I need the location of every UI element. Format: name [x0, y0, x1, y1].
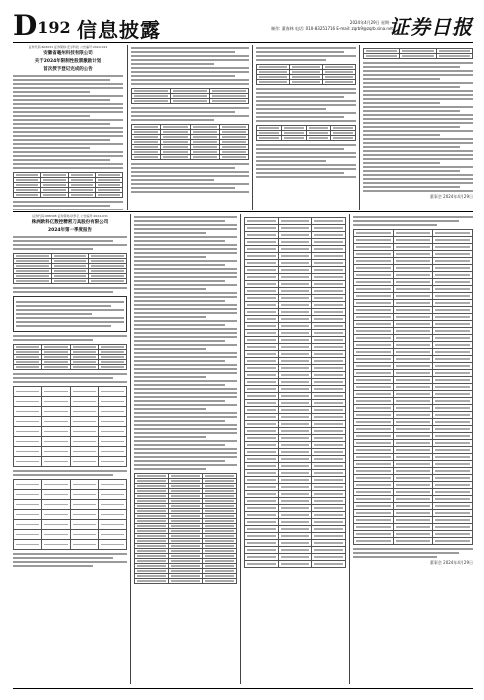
section-divider [13, 211, 473, 212]
announcement-2-financial-table-2 [353, 214, 473, 684]
masthead-logo: 证券日报 [389, 15, 473, 39]
column-divider [130, 214, 131, 684]
section-title: 信息披露 [77, 18, 161, 42]
column-divider [252, 45, 253, 210]
announcement-1-signature: 董事会 2024年4月29日 [429, 194, 473, 199]
announcement-1-table [13, 172, 123, 198]
announcement-2 [13, 214, 127, 684]
announcement-1-title: 关于2024年限制性股票激励计划 [34, 59, 102, 64]
announcement-2-company: 株洲欧科亿数控精密刀具股份有限公司 [31, 220, 109, 225]
announcement-1-company: 安徽省毫州科技有限公司 [43, 51, 93, 56]
page-id [13, 9, 71, 42]
announcement-2-code: 证券代码:688308 证券简称:欧科亿 公告编号:2024-031 [32, 214, 108, 218]
page-number: 192 [37, 18, 71, 37]
announcement-1-code: 证券代码:603031 证券简称:安孚科技 公告编号:2024-021 [28, 45, 108, 49]
announcement-1 [13, 45, 123, 210]
announcement-2-cont-a [134, 214, 237, 684]
announcement-2-title: 2024年第一季度报告 [47, 228, 93, 233]
page-header [13, 8, 473, 42]
announcement-1-cont-b [256, 45, 356, 210]
column-divider [359, 45, 360, 210]
column-divider [127, 45, 128, 210]
announcement-1-cont-a [131, 45, 249, 210]
announcement-1-title2: 首次授予登记完成的公告 [43, 67, 93, 72]
column-divider [240, 214, 241, 684]
header-meta [271, 20, 393, 32]
column-divider [349, 214, 350, 684]
footer-rule [13, 688, 473, 689]
header-rule [13, 42, 473, 43]
date-line: 2024年4月29日 星期一 [349, 20, 393, 25]
announcement-2-financial-table [244, 214, 346, 684]
announcement-1-cont-c [363, 45, 473, 210]
editor-line: 制作: 董春林 电话: 010-83251716 E-mail: zqrb9@zqrb.sina.net [271, 26, 393, 31]
announcement-2-signature: 董事会 2024年4月29日 [429, 560, 473, 565]
page-letter: D [13, 9, 38, 42]
